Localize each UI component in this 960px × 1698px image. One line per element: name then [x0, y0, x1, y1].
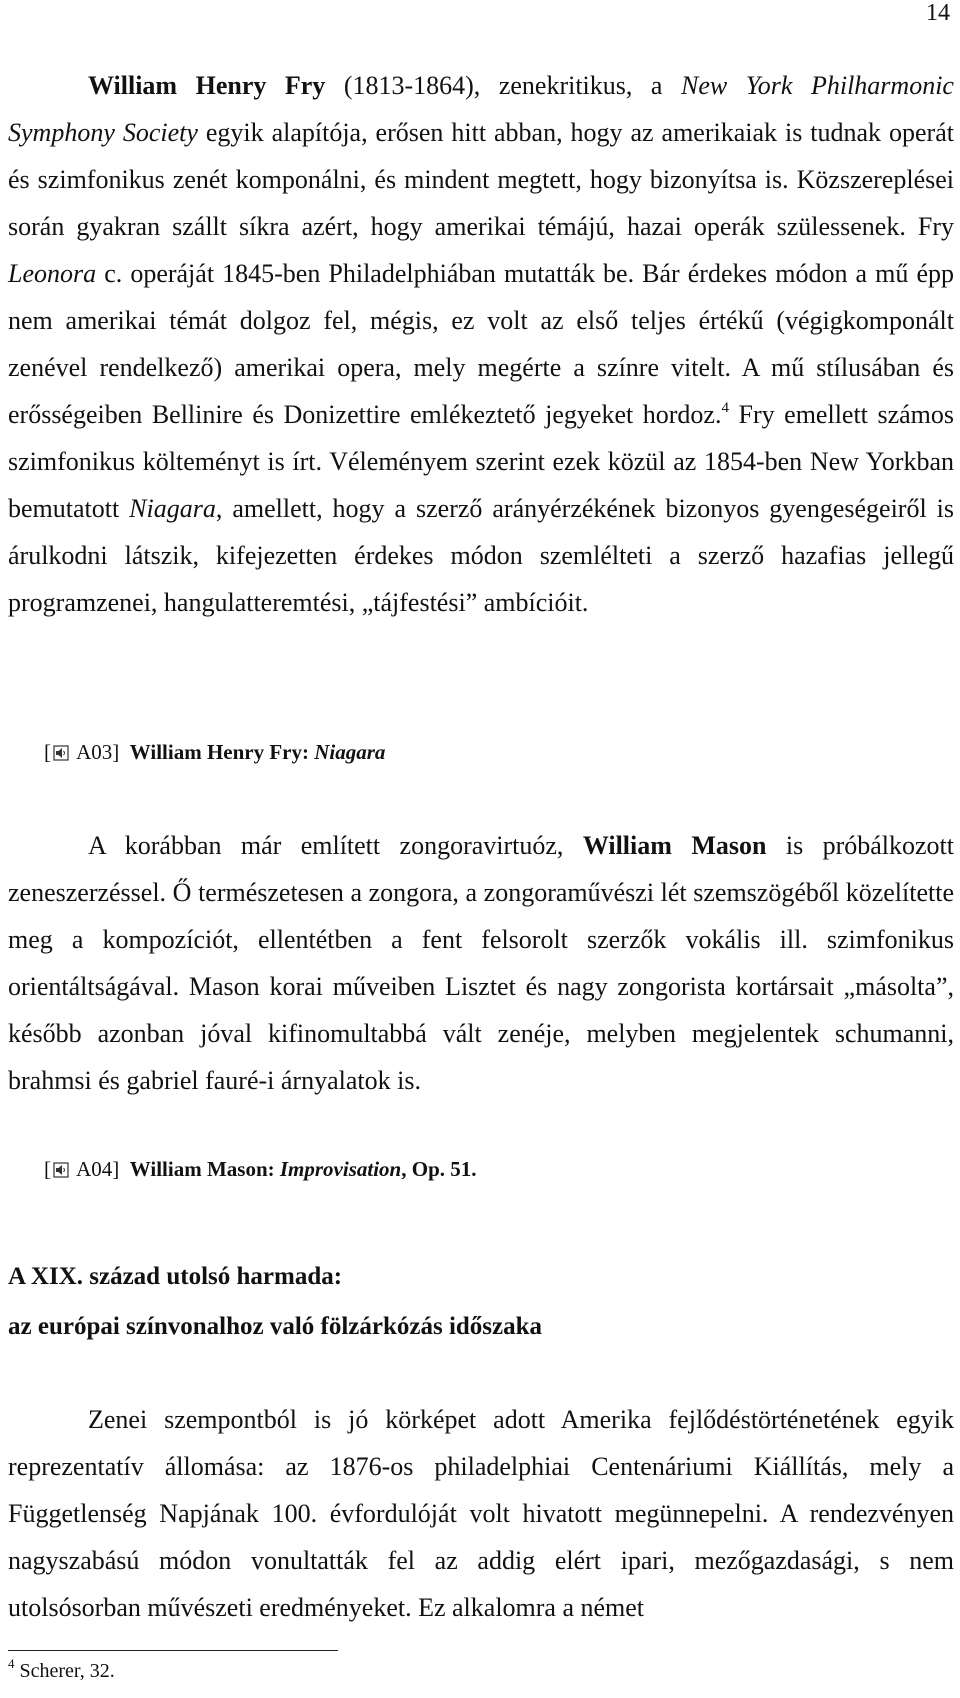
name-william-mason: William Mason — [582, 831, 767, 860]
section-heading-line1 — [8, 1263, 342, 1291]
name-william-henry-fry: William Henry Fry — [88, 71, 326, 100]
media-title: William Mason: — [129, 1157, 280, 1181]
footnote-text: Scherer, 32. — [14, 1660, 115, 1682]
paragraph-text: Fry emellett számos szimfonikus költeményt is írt. Véleményem szerint ezek közül az 1854-ben New Yorkban bemutatott — [8, 400, 954, 523]
footnote — [8, 1656, 115, 1683]
heading-text: A XIX. — [8, 1263, 90, 1290]
work-title-leonora: Leonora — [8, 259, 97, 288]
media-reference-a04[interactable] — [44, 1157, 477, 1182]
media-work-title: Improvisation — [279, 1157, 402, 1181]
media-work-title: Niagara — [314, 740, 386, 764]
paragraph-text: c. operáját 1845-ben Philadelphiában mutatták be. Bár érdekes módon a mű épp nem amerikai témát dolgoz fel, mégis, ez volt az első teljes értékű (végigkomponált zenével rendelkező) amerikai opera, mely megérte a színre vitelt. A mű stílusában és erősségeiben Bellinire és Donizettire emlékeztető jegyeket hordoz. — [8, 259, 954, 429]
footnote-divider — [8, 1650, 338, 1651]
org-name: New York Philharmonic Symphony Society — [8, 71, 954, 147]
paragraph-mason — [8, 822, 954, 1104]
paragraph-fry — [8, 62, 954, 626]
paragraph-text: (1813-1864), zenekritikus, a — [325, 71, 681, 100]
media-reference-a03[interactable] — [44, 740, 385, 765]
paragraph-centennial: Zenei szempontból is jó körképet adott Amerika fejlődéstörténetének egyik reprezentatív állomása: az 1876-os philadelphiai Centenáriumi Kiállítás, mely a Függetlenség Napjának 100. évfordulóját volt hivatott megünnepelni. A rendezvényen nagyszabású módon vonultatták fel az addig elért ipari, mezőgazdasági, s nem utolsósorban művészeti eredményeket. Ez alkalomra a német — [8, 1405, 954, 1622]
page-number: 14 — [926, 0, 950, 26]
speaker-icon[interactable] — [53, 1162, 69, 1178]
media-title: William Henry Fry: — [129, 740, 315, 764]
bracket: [ — [44, 1157, 51, 1181]
heading-text: század utolsó harmada: — [89, 1263, 343, 1290]
media-opus: , Op. 51. — [401, 1157, 477, 1181]
section-heading-line2: az európai színvonalhoz való fölzárkózás időszaka — [8, 1313, 543, 1340]
bracket: [ — [44, 740, 51, 764]
media-code: A04] — [72, 1157, 120, 1181]
paragraph-text: A korábban már említett zongoravirtuóz, — [88, 831, 583, 860]
media-code: A03] — [72, 740, 120, 764]
paragraph-text: is próbálkozott zeneszerzéssel. Ő természetesen a zongora, a zongoraművészi lét szemszögéből közelítette meg a kompozíciót, ellentétben a fent felsorolt szerzők vokális ill. szimfonikus orientáltságával. Mason korai műveiben Lisztet és nagy zongorista kortársait „másolta”, később azonban jóval kifinomultabbá vált zenéje, melyben megjelentek schumanni, brahmsi és gabriel fauré-i árnyalatok is. — [8, 831, 954, 1095]
paragraph-text: , amellett, hogy a szerző arányérzékének bizonyos gyengeségeiről is árulkodni látszik, kifejezetten érdekes módon szemlélteti a szerző hazafias jellegű programzenei, hangulatteremtési, „tájfestési” ambícióit. — [8, 494, 954, 617]
paragraph-text: egyik alapítója, erősen hitt abban, hogy az amerikaiak is tudnak operát és szimfonikus zenét komponálni, és mindent megtett, hogy bizonyítsa is. Közszereplései során gyakran szállt síkra azért, hogy amerikai témájú, hazai operák szülessenek. Fry — [8, 118, 954, 241]
footnote-reference[interactable]: 4 — [721, 400, 729, 416]
footnote-mark: 4 — [8, 1656, 15, 1671]
work-title-niagara: Niagara — [129, 494, 216, 523]
speaker-icon[interactable] — [53, 745, 69, 761]
